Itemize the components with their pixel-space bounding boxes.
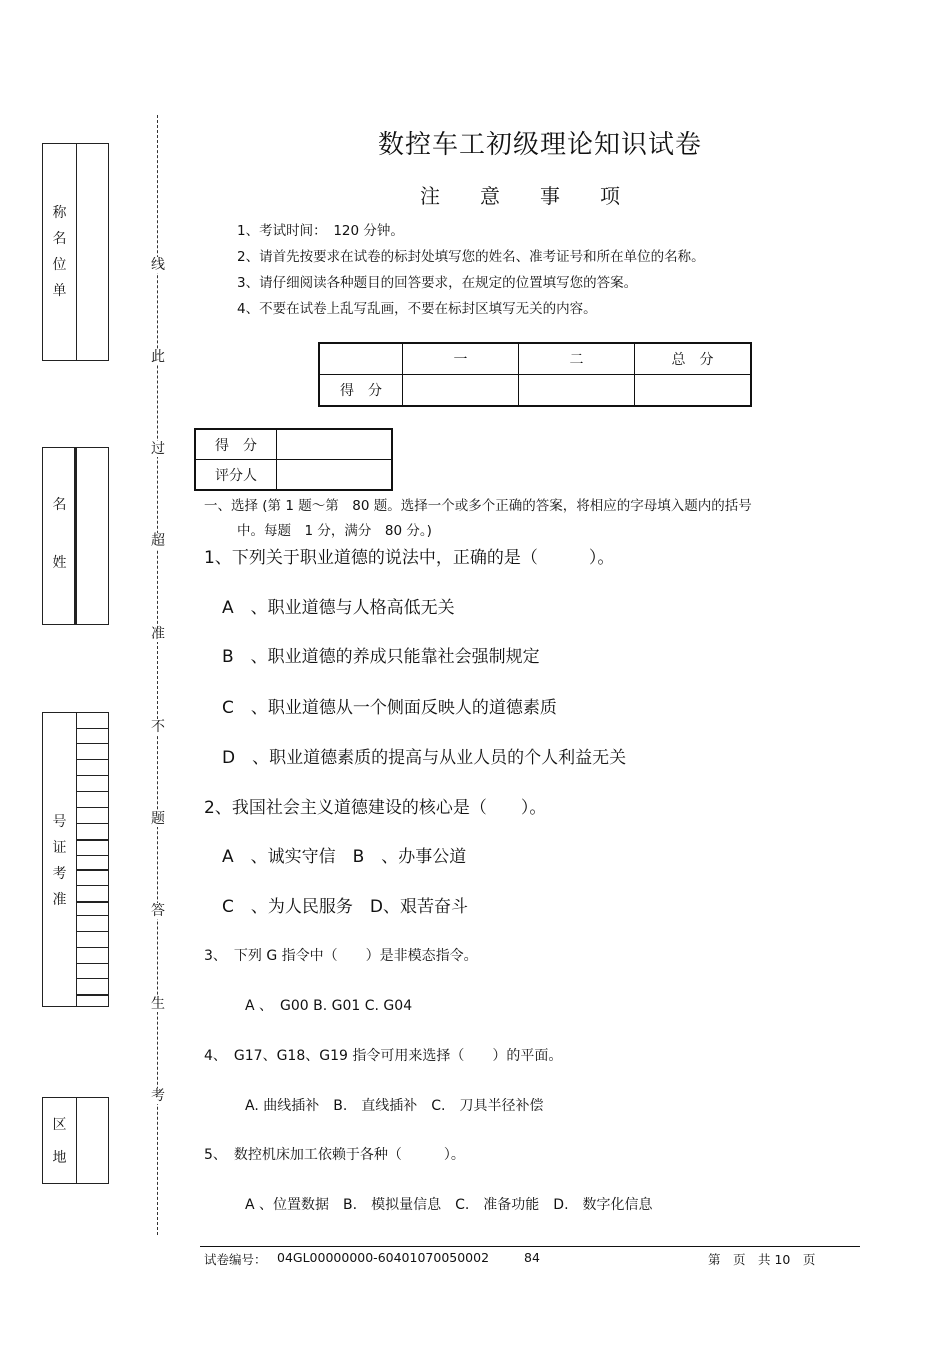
question-stem: 1、下列关于职业道德的说法中，正确的是（ ）。: [204, 548, 615, 568]
footer-number: 84: [524, 1250, 540, 1265]
question-option: C 、为人民服务 D、艰苦奋斗: [222, 897, 468, 917]
section-instruction: 中。每题 1 分，满分 80 分。): [237, 523, 432, 539]
dashed-char: 准: [151, 626, 165, 642]
seal-box-exam-id: [42, 712, 109, 1007]
footer-paper-no: 04GL00000000-60401070050002: [277, 1250, 490, 1265]
score-cell[interactable]: [403, 375, 519, 407]
seal-label-unit: 称 名 位 单: [52, 205, 67, 299]
seal-label-name: 名 姓: [52, 497, 67, 571]
question-stem: 2、我国社会主义道德建设的核心是（ ）。: [204, 798, 547, 818]
dashed-char: 生: [151, 996, 165, 1012]
footer-paper-no-label: 试卷编号：: [204, 1252, 267, 1267]
notice-item: 2、请首先按要求在试卷的标封处填写您的姓名、准考证号和所在单位的名称。: [237, 249, 705, 265]
notice-item: 1、考试时间： 120 分钟。: [237, 223, 404, 239]
seal-box-region: [42, 1097, 109, 1184]
notice-item: 4、不要在试卷上乱写乱画，不要在标封区填写无关的内容。: [237, 301, 597, 317]
footer-rule: [200, 1246, 860, 1247]
score-header-cell: 总 分: [635, 343, 752, 375]
grader-score-cell[interactable]: [277, 429, 393, 460]
question-option: A 、职业道德与人格高低无关: [222, 598, 455, 618]
question-option: B 、职业道德的养成只能靠社会强制规定: [222, 647, 540, 667]
question-option: C 、职业道德从一个侧面反映人的道德素质: [222, 698, 557, 718]
question-option: A. 曲线插补 B. 直线插补 C. 刀具半径补偿: [245, 1098, 544, 1114]
score-header-cell: [319, 343, 403, 375]
seal-box-unit: [42, 143, 109, 361]
page-title: 数控车工初级理论知识试卷: [377, 130, 702, 160]
seal-label-exam-id: 号 证 考 准: [52, 814, 67, 908]
grader-name-cell[interactable]: [277, 460, 393, 491]
notice-heading: 注 意 事 项: [420, 184, 620, 208]
question-option: A 、诚实守信 B 、办事公道: [222, 847, 467, 867]
exam-id-digit-grid: [76, 713, 108, 1006]
dashed-char: 超: [151, 533, 165, 549]
dashed-char: 题: [151, 811, 165, 827]
score-summary-table: [318, 342, 752, 407]
question-stem: 3、 下列 G 指令中（ ）是非模态指令。: [204, 948, 478, 964]
score-row-label: 得 分: [319, 375, 403, 407]
question-option: A 、位置数据 B. 模拟量信息 C. 准备功能 D. 数字化信息: [245, 1197, 653, 1213]
grader-table: [194, 428, 393, 491]
grader-name-label: 评分人: [195, 460, 277, 491]
score-header-cell: 二: [519, 343, 635, 375]
dashed-char: 此: [151, 349, 165, 365]
notice-item: 3、请仔细阅读各种题目的回答要求，在规定的位置填写您的答案。: [237, 275, 638, 291]
question-option: D 、职业道德素质的提高与从业人员的个人利益无关: [222, 748, 627, 768]
score-header-cell: 一: [403, 343, 519, 375]
footer-page-info: 第 页 共 10 页: [708, 1252, 816, 1267]
dashed-char: 考: [151, 1088, 165, 1104]
seal-box-name: [42, 447, 109, 625]
score-cell[interactable]: [519, 375, 635, 407]
dashed-char: 线: [151, 257, 165, 273]
score-cell[interactable]: [635, 375, 752, 407]
seal-dashed-line: [157, 115, 158, 1235]
dashed-char: 过: [151, 441, 165, 457]
question-option: A 、 G00 B. G01 C. G04: [245, 998, 413, 1014]
seal-label-region: 区 地: [52, 1117, 67, 1166]
dashed-char: 不: [151, 719, 165, 735]
section-instruction: 一、选择 (第 1 题～第 80 题。选择一个或多个正确的答案，将相应的字母填入题内的括号: [204, 498, 752, 514]
grader-score-label: 得 分: [195, 429, 277, 460]
dashed-char: 答: [151, 903, 165, 919]
question-stem: 5、 数控机床加工依赖于各种（ ）。: [204, 1147, 465, 1163]
question-stem: 4、 G17、G18、G19 指令可用来选择（ ）的平面。: [204, 1048, 563, 1064]
